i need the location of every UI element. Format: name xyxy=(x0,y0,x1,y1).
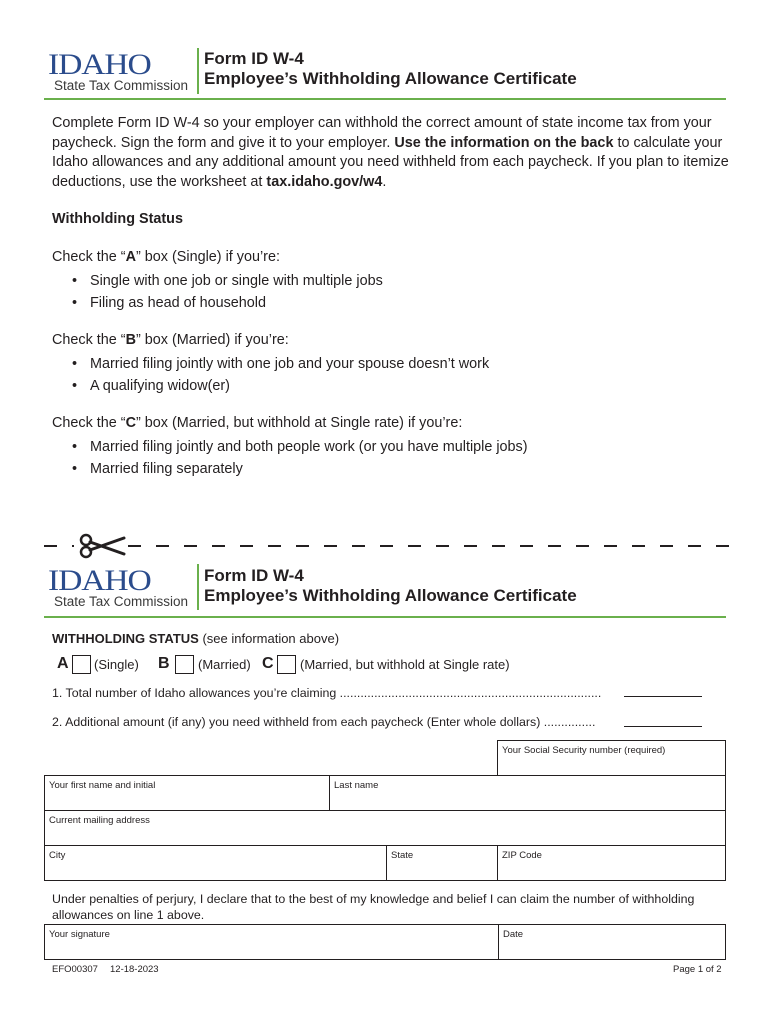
ssn-field[interactable]: Your Social Security number (required) xyxy=(497,740,726,776)
header-divider xyxy=(197,48,199,94)
form-id-title: Form ID W-4 xyxy=(204,566,304,585)
logo-wordmark: IDAHO xyxy=(48,48,151,81)
check-c-instruction: Check the “C” box (Married, but withhold at Single rate) if you’re: xyxy=(52,415,463,431)
form-id-title: Form ID W-4 xyxy=(204,49,304,68)
list-item: • Married filing jointly and both people work (or you have multiple jobs) xyxy=(72,439,528,455)
intro-paragraph: Complete Form ID W-4 so your employer can withhold the correct amount of state income tax from your paycheck. Sign the form and give it to your employer. Use the information on the back to calculate your Idaho allowances and any additional amount you need withheld from each paycheck. If you plan to itemize deductions, use the worksheet at tax.idaho.gov/w4. xyxy=(52,115,729,190)
list-item: • A qualifying widow(er) xyxy=(72,378,230,394)
last-name-field[interactable]: Last name xyxy=(329,775,726,811)
option-a-label: (Single) xyxy=(94,657,139,672)
form-name-title: Employee’s Withholding Allowance Certificate xyxy=(204,586,577,605)
logo-wordmark: IDAHO xyxy=(48,564,151,597)
logo-subtitle: State Tax Commission xyxy=(54,594,189,609)
line-2-additional-amount: 2. Additional amount (if any) you need withheld from each paycheck (Enter whole dollars) ............... xyxy=(52,715,596,729)
logo-subtitle: State Tax Commission xyxy=(54,78,189,93)
form-code: EFO00307 xyxy=(52,964,98,975)
worksheet-link[interactable]: tax.idaho.gov/w4 xyxy=(266,173,383,190)
option-c-letter: C xyxy=(262,655,274,672)
city-field[interactable]: City xyxy=(44,845,387,881)
withholding-status-heading: Withholding Status xyxy=(52,211,183,227)
zip-field[interactable]: ZIP Code xyxy=(497,845,726,881)
header-divider xyxy=(197,564,199,610)
status-b-checkbox[interactable] xyxy=(175,655,194,674)
state-field[interactable]: State xyxy=(386,845,498,881)
idaho-logo-bottom xyxy=(48,566,198,616)
list-item: • Married filing separately xyxy=(72,461,243,477)
list-item: • Filing as head of household xyxy=(72,295,266,311)
idaho-logo-top xyxy=(48,50,198,100)
list-item: • Single with one job or single with multiple jobs xyxy=(72,273,383,289)
check-b-instruction: Check the “B” box (Married) if you’re: xyxy=(52,332,289,348)
first-name-field[interactable]: Your first name and initial xyxy=(44,775,330,811)
option-b-label: (Married) xyxy=(198,657,251,672)
status-c-checkbox[interactable] xyxy=(277,655,296,674)
back-info-emphasis: Use the information on the back xyxy=(394,134,614,151)
option-c-label: (Married, but withhold at Single rate) xyxy=(300,657,510,672)
header-rule xyxy=(44,98,726,100)
certificate-status-heading: WITHHOLDING STATUS (see information above) xyxy=(52,631,340,646)
line-1-allowances: 1. Total number of Idaho allowances you’re claiming ............................................................................ xyxy=(52,686,602,700)
scissors-icon xyxy=(74,532,128,560)
form-name-title: Employee’s Withholding Allowance Certificate xyxy=(204,69,577,88)
check-a-instruction: Check the “A” box (Single) if you’re: xyxy=(52,249,280,265)
allowances-input[interactable] xyxy=(624,696,702,697)
additional-amount-input[interactable] xyxy=(624,726,702,727)
cut-line xyxy=(44,545,734,547)
date-field[interactable]: Date xyxy=(498,924,726,960)
page-number: Page 1 of 2 xyxy=(673,964,722,975)
address-field[interactable]: Current mailing address xyxy=(44,810,726,846)
header-rule xyxy=(44,616,726,618)
status-a-checkbox[interactable] xyxy=(72,655,91,674)
revision-date: 12-18-2023 xyxy=(110,964,159,975)
option-a-letter: A xyxy=(57,655,69,672)
list-item: • Married filing jointly with one job and your spouse doesn’t work xyxy=(72,356,489,372)
option-b-letter: B xyxy=(158,655,170,672)
signature-field[interactable]: Your signature xyxy=(44,924,499,960)
perjury-statement: Under penalties of perjury, I declare that to the best of my knowledge and belief I can claim the number of withholding allowances on line 1 above. xyxy=(52,892,695,922)
